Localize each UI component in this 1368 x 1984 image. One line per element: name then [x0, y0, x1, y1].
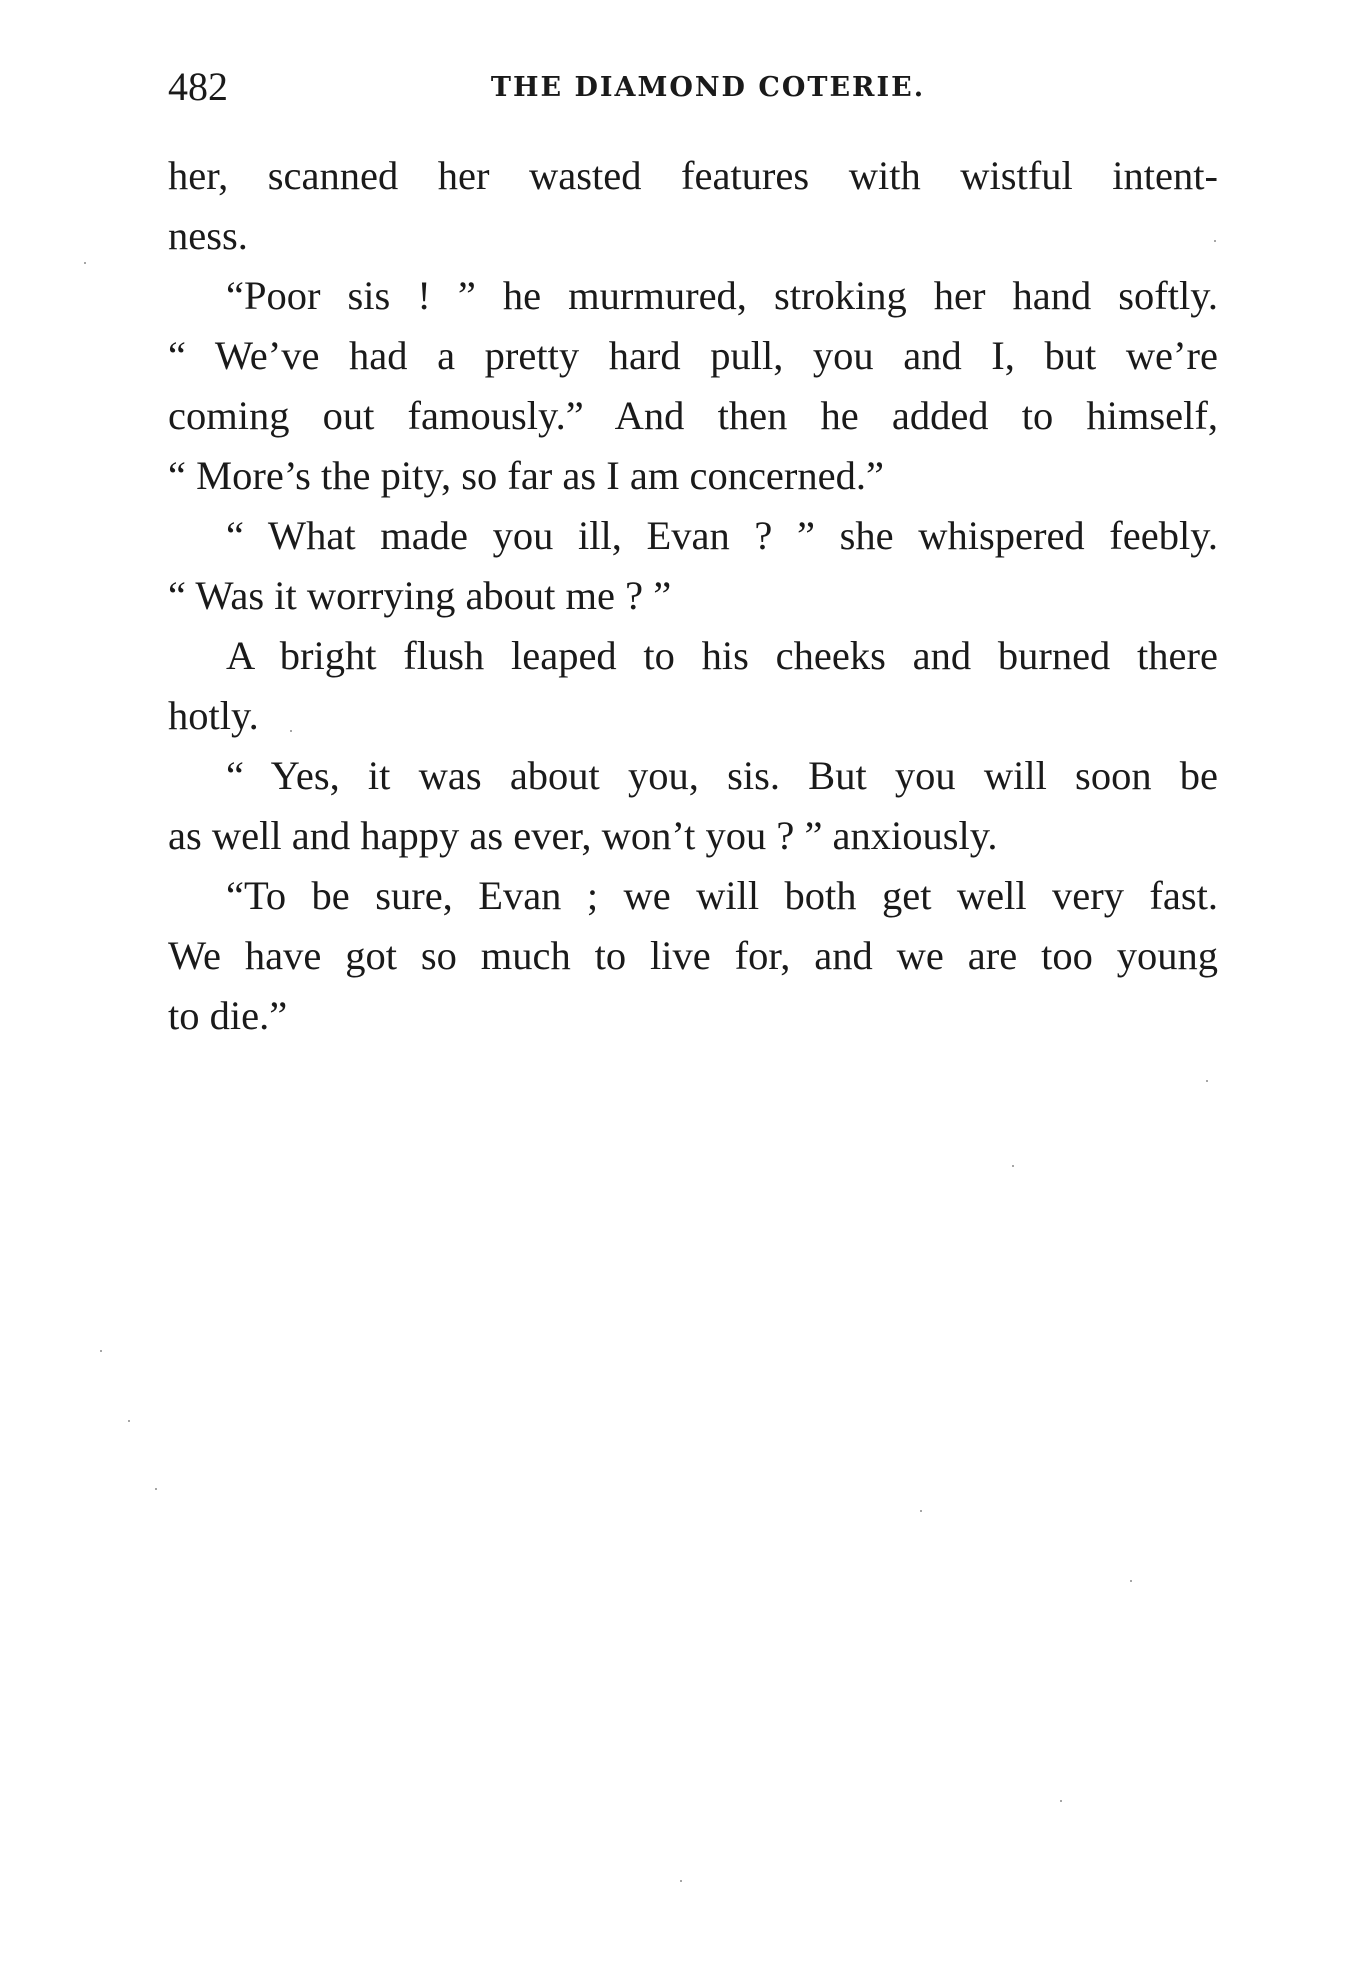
paper-speck [1206, 1080, 1208, 1082]
text-line: “ Yes, it was about you, sis. But you will soon be [226, 753, 1218, 798]
paper-speck [100, 1350, 102, 1352]
text-line: coming out famously.” And then he added to himself, [168, 393, 1218, 438]
text-line: ness. [168, 213, 248, 258]
text-line: “To be sure, Evan ; we will both get well very fast. [226, 873, 1218, 918]
text-line: “ Was it worrying about me ? ” [168, 573, 672, 618]
paper-speck [920, 1510, 922, 1512]
paper-speck [84, 262, 86, 264]
text-line: We have got so much to live for, and we are too young [168, 933, 1218, 978]
paper-speck [1012, 1165, 1014, 1167]
text-line: to die.” [168, 993, 288, 1038]
text-line: “Poor sis ! ” he murmured, stroking her hand softly. [226, 273, 1218, 318]
text-line: hotly. [168, 693, 259, 738]
paper-speck [1214, 240, 1216, 242]
paper-speck [155, 1488, 157, 1490]
text-line: “ What made you ill, Evan ? ” she whispered feebly. [226, 513, 1218, 558]
running-title: THE DIAMOND COTERIE. [490, 72, 926, 103]
text-line: “ We’ve had a pretty hard pull, you and I, but we’re [168, 333, 1218, 378]
paper-speck [290, 730, 292, 732]
text-line: “ More’s the pity, so far as I am concerned.” [168, 453, 884, 498]
running-head [168, 62, 1218, 122]
page-number: 482 [168, 64, 228, 109]
text-line: A bright flush leaped to his cheeks and burned there [226, 633, 1218, 678]
paper-speck [1130, 1580, 1132, 1582]
paper-speck [128, 1420, 130, 1422]
text-line: as well and happy as ever, won’t you ? ” anxiously. [168, 813, 998, 858]
body-text [168, 146, 1218, 1046]
text-line: her, scanned her wasted features with wistful intent- [168, 153, 1218, 198]
paper-speck [680, 1880, 682, 1882]
paper-speck [1060, 1800, 1062, 1802]
